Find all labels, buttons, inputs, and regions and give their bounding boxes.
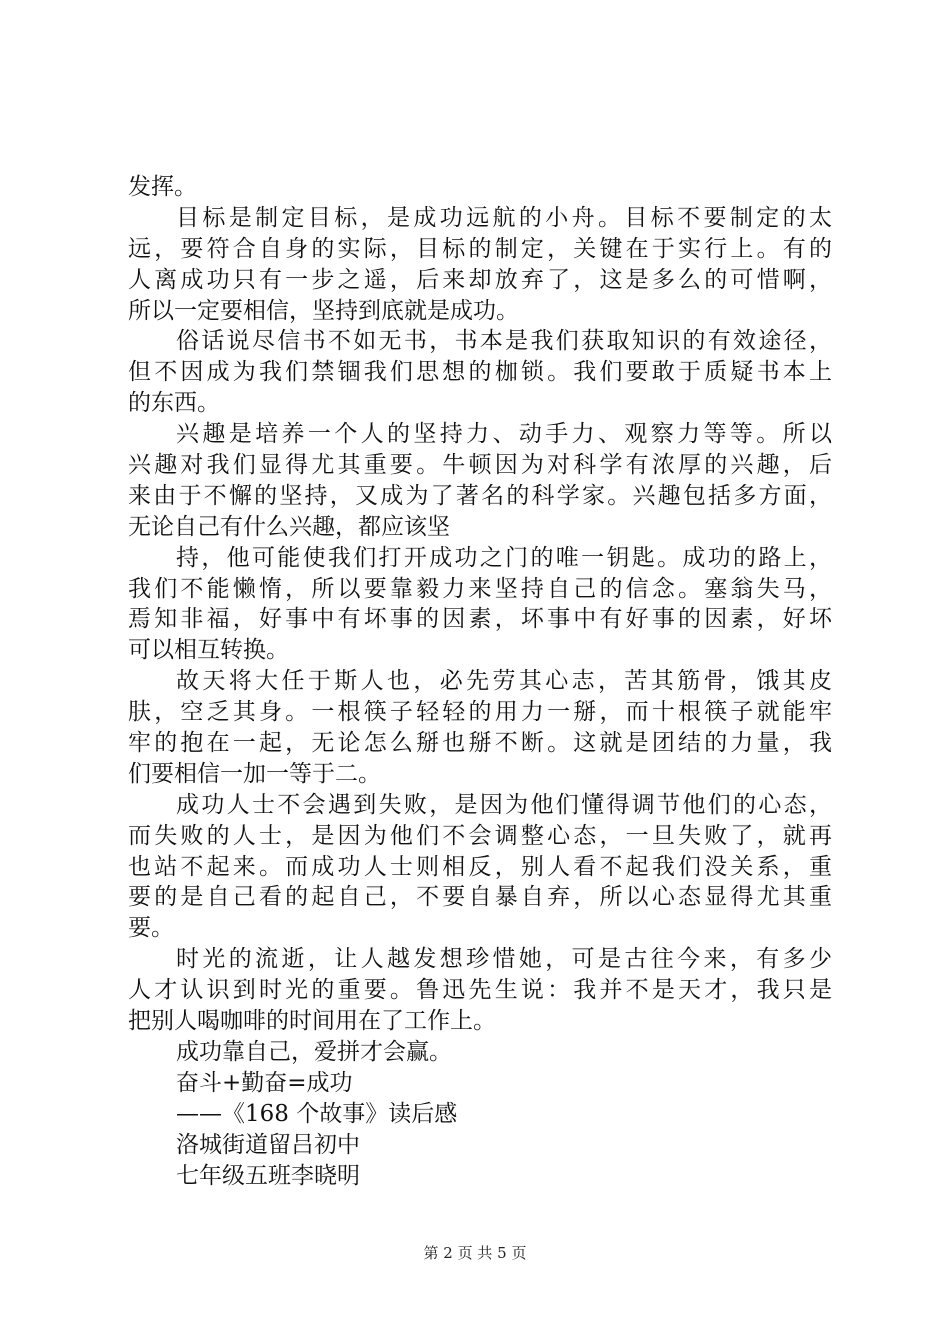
text-line: 所以一定要相信，坚持到底就是成功。: [128, 297, 519, 324]
text-line: 人才认识到时光的重要。鲁迅先生说：我并不是天才，我只是: [128, 977, 832, 1004]
text-line: 要。: [128, 915, 174, 942]
text-line: 可以相互转换。: [128, 637, 289, 664]
text-line: 俗话说尽信书不如无书，书本是我们获取知识的有效途径，: [176, 328, 832, 355]
text-line: 也站不起来。而成功人士则相反，别人看不起我们没关系，重: [128, 853, 832, 880]
text-line: 成功人士不会遇到失败，是因为他们懂得调节他们的心态，: [176, 791, 832, 818]
text-line: 故天将大任于斯人也，必先劳其心志，苦其筋骨，饿其皮: [176, 668, 832, 695]
text-line: 发挥。: [128, 174, 197, 200]
text-line: 牢的抱在一起，无论怎么掰也掰不断。这就是团结的力量，我: [128, 730, 832, 757]
essay-title-line: ——《168 个故事》读后感: [176, 1100, 458, 1127]
text-line: 人离成功只有一步之遥，后来却放弃了，这是多么的可惜啊，: [128, 266, 832, 293]
document-body: [128, 172, 832, 1191]
author-line: 七年级五班李晓明: [176, 1162, 360, 1189]
text-line: 兴趣是培养一个人的坚持力、动手力、观察力等等。所以: [176, 421, 832, 448]
text-line: 时光的流逝，让人越发想珍惜她，可是古往今来，有多少: [176, 946, 832, 973]
page-number-footer: 第 2 页 共 5 页: [423, 1244, 527, 1262]
text-line: 无论自己有什么兴趣，都应该坚: [128, 513, 450, 540]
text-line: 肤，空乏其身。一根筷子轻轻的用力一掰，而十根筷子就能牢: [128, 699, 832, 726]
text-line: 的东西。: [128, 390, 220, 417]
text-line: 而失败的人士，是因为他们不会调整心态，一旦失败了，就再: [128, 822, 832, 849]
text-line: 远，要符合自身的实际，目标的制定，关键在于实行上。有的: [128, 235, 832, 262]
text-line: 但不因成为我们禁锢我们思想的枷锁。我们要敢于质疑书本上: [128, 359, 832, 386]
school-line: 洛城街道留吕初中: [176, 1131, 360, 1158]
closing-line: 成功靠自己，爱拼才会赢。: [176, 1038, 452, 1065]
text-line: 兴趣对我们显得尤其重要。牛顿因为对科学有浓厚的兴趣，后: [128, 452, 832, 479]
text-line: 把别人喝咖啡的时间用在了工作上。: [128, 1008, 496, 1035]
text-line: 来由于不懈的坚持，又成为了著名的科学家。兴趣包括多方面，: [128, 482, 832, 509]
text-line: 们要相信一加一等于二。: [128, 760, 381, 787]
text-line: 焉知非福，好事中有坏事的因素，坏事中有好事的因素，好坏: [128, 606, 832, 633]
text-line: 我们不能懒惰，所以要靠毅力来坚持自己的信念。塞翁失马，: [128, 575, 832, 602]
text-line: 要的是自己看的起自己，不要自暴自弃，所以心态显得尤其重: [128, 884, 832, 911]
formula-line: 奋斗+勤奋=成功: [176, 1069, 353, 1096]
text-line: 持，他可能使我们打开成功之门的唯一钥匙。成功的路上，: [176, 544, 832, 571]
text-line: 目标是制定目标，是成功远航的小舟。目标不要制定的太: [176, 204, 832, 231]
